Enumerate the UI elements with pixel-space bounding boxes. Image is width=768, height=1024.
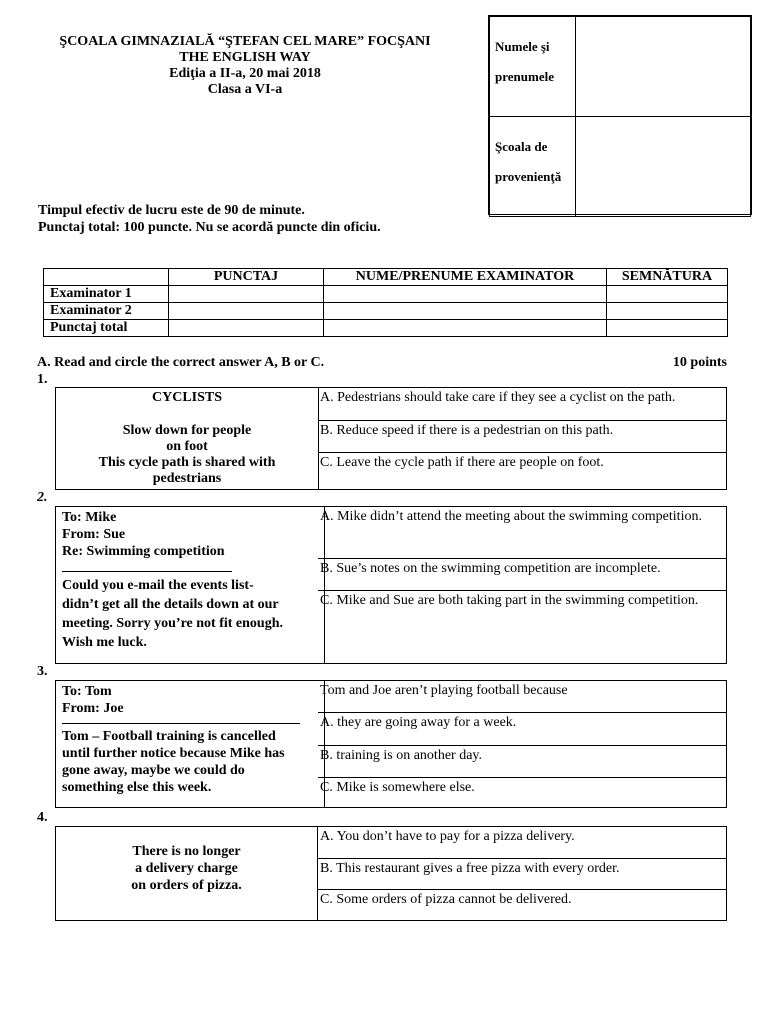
answer-options: [318, 507, 726, 663]
school-name: ŞCOALA GIMNAZIALĂ “ŞTEFAN CEL MARE” FOCŞANI: [59, 34, 431, 49]
divider-line: [62, 717, 300, 724]
question-stem: Tom and Joe aren’t playing football because: [318, 681, 726, 713]
name-label: Numele şi prenumele: [490, 17, 576, 117]
exam-info: [38, 202, 381, 236]
grade: Clasa a VI-a: [207, 82, 283, 97]
section-points: 10 points: [672, 355, 727, 370]
answer-option[interactable]: C. Some orders of pizza cannot be delivered.: [320, 892, 572, 907]
answer-options: [318, 388, 726, 489]
school-field[interactable]: [576, 117, 751, 217]
score-cell[interactable]: [169, 286, 324, 303]
answer-option[interactable]: A. they are going away for a week.: [318, 713, 726, 746]
question-notice: There is no longer a delivery charge on orders of pizza.: [56, 827, 318, 920]
answer-option[interactable]: C. Mike and Sue are both taking part in the swimming competition.: [320, 593, 699, 608]
score-table-header: SEMNĂTURA: [607, 269, 728, 286]
score-table-header: [44, 269, 169, 286]
answer-options: [318, 827, 726, 920]
answer-option[interactable]: B. This restaurant gives a free pizza with every order.: [318, 859, 726, 890]
answer-option[interactable]: B. Reduce speed if there is a pedestrian on this path.: [318, 421, 726, 453]
divider-line: [62, 560, 232, 572]
score-cell[interactable]: [169, 303, 324, 320]
answer-option[interactable]: A. You don’t have to pay for a pizza delivery.: [318, 827, 726, 859]
question-number: 2.: [37, 490, 48, 505]
score-table: [43, 268, 728, 337]
question-number: 4.: [37, 810, 48, 825]
answer-option[interactable]: A. Mike didn’t attend the meeting about the swimming competition.: [318, 507, 726, 559]
question-4: [55, 826, 727, 921]
score-info: Punctaj total: 100 puncte. Nu se acordă puncte din oficiu.: [38, 220, 381, 235]
score-cell[interactable]: [607, 286, 728, 303]
question-number: 1.: [37, 372, 48, 387]
score-row-label: Punctaj total: [44, 320, 169, 337]
score-row-label: Examinator 2: [44, 303, 169, 320]
score-cell[interactable]: [324, 286, 607, 303]
question-message: To: Tom From: Joe Tom – Football training is cancelled until further notice because Mike has gone away, maybe we could do something else this week.: [56, 681, 325, 807]
score-cell[interactable]: [324, 303, 607, 320]
answer-option[interactable]: C. Mike is somewhere else.: [320, 780, 475, 795]
question-message: To: Mike From: Sue Re: Swimming competition Could you e-mail the events list- didn’t get all the details down at our meeting. Sorry you’re not fit enough. Wish me luck.: [56, 507, 325, 663]
edition: Ediţia a II-a, 20 mai 2018: [169, 66, 321, 81]
school-label: Şcoala de provenienţă: [490, 117, 576, 217]
score-cell[interactable]: [324, 320, 607, 337]
question-1: [55, 387, 727, 490]
score-cell[interactable]: [607, 320, 728, 337]
answer-options: [318, 681, 726, 807]
answer-option[interactable]: B. training is on another day.: [318, 746, 726, 778]
answer-option[interactable]: A. Pedestrians should take care if they see a cyclist on the path.: [318, 388, 726, 421]
contest-name: THE ENGLISH WAY: [179, 50, 311, 65]
time-info: Timpul efectiv de lucru este de 90 de minute.: [38, 203, 305, 218]
name-field[interactable]: [576, 17, 751, 117]
section-a-title: A. Read and circle the correct answer A, B or C. 10 points: [37, 355, 727, 370]
student-info-box: [488, 15, 752, 215]
score-table-header: PUNCTAJ: [169, 269, 324, 286]
score-cell[interactable]: [607, 303, 728, 320]
question-3: [55, 680, 727, 808]
question-2: [55, 506, 727, 664]
answer-option[interactable]: B. Sue’s notes on the swimming competition are incomplete.: [318, 559, 726, 591]
document-header: [0, 34, 490, 98]
score-cell[interactable]: [169, 320, 324, 337]
score-table-header: NUME/PRENUME EXAMINATOR: [324, 269, 607, 286]
answer-option[interactable]: C. Leave the cycle path if there are people on foot.: [320, 455, 604, 470]
question-notice: CYCLISTS Slow down for people on foot This cycle path is shared with pedestrians: [56, 388, 319, 489]
score-row-label: Examinator 1: [44, 286, 169, 303]
question-number: 3.: [37, 664, 48, 679]
